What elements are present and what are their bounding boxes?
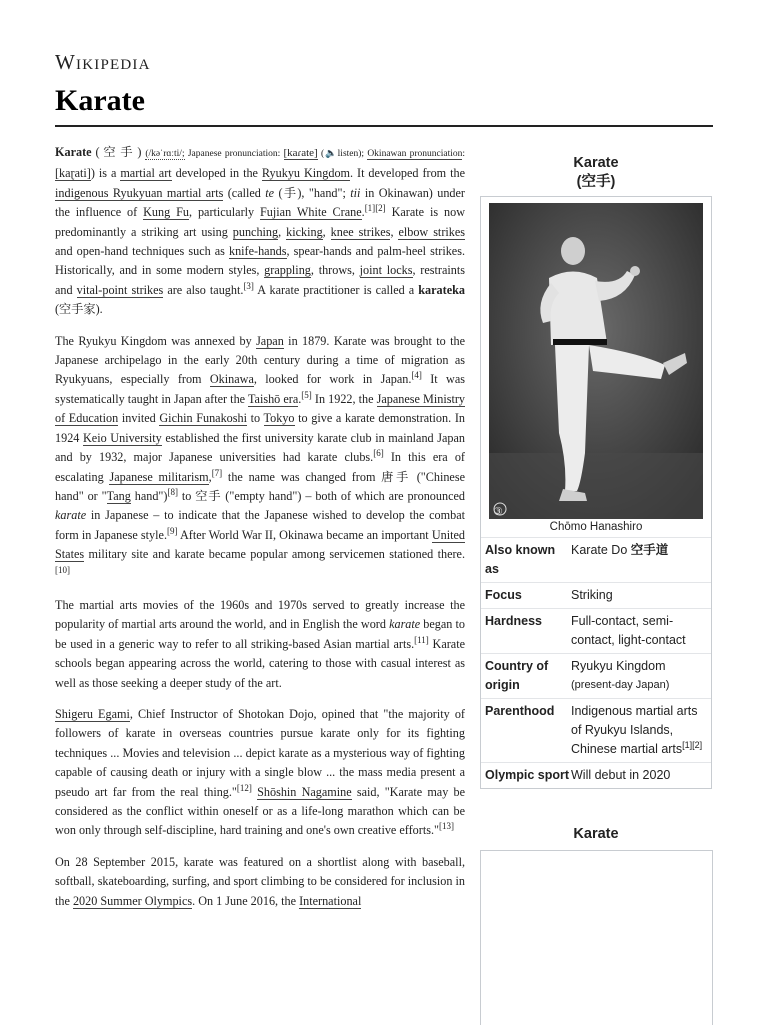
- text-span: military site and karate became popular among servicemen stationed there.: [84, 547, 465, 562]
- link-indigenous-arts[interactable]: indigenous Ryukyuan martial arts: [55, 185, 224, 200]
- ref-2[interactable]: [2]: [375, 203, 386, 214]
- text-span: said, "Karate may be considered as the conflict within oneself or as a life-long marathon which can be won only through self-discipline, hard training and one's own creative efforts.": [55, 784, 465, 838]
- row-label: Country of origin: [485, 659, 549, 692]
- text-span: In 1922, the: [311, 391, 377, 406]
- value-subtext: (present-day Japan): [571, 679, 670, 691]
- ref-10[interactable]: [10]: [55, 564, 70, 575]
- text-span: in 1879. Karate was brought to the Japanese archipelago in the early 20th century during a time of migration as Ryukyuans, especially from: [55, 333, 465, 387]
- text-span: . On 1 June 2016, the: [192, 893, 300, 908]
- wikipedia-wordmark[interactable]: Wikipedia: [55, 50, 151, 74]
- text-span: in Japanese – to indicate that the Japanese wished to develop the combat form in Japanese style.: [55, 508, 465, 542]
- ref-13[interactable]: [13]: [438, 821, 454, 832]
- paragraph-olympics: [55, 853, 465, 911]
- speaker-icon[interactable]: 🔈: [324, 149, 338, 159]
- text-span: , particularly: [188, 205, 261, 220]
- text-span: hand"): [130, 488, 168, 503]
- link-knee-strikes[interactable]: knee strikes: [330, 224, 391, 239]
- text-span: After World War II, Okinawa became an important: [177, 527, 432, 542]
- link-grappling[interactable]: grappling: [264, 263, 311, 278]
- term-karate-italic: karate: [55, 508, 87, 523]
- ref-1[interactable]: [1]: [364, 203, 376, 214]
- okinawan-ipa-link[interactable]: [kaɽati]: [55, 166, 91, 181]
- link-martial-art[interactable]: martial art: [120, 166, 172, 181]
- value-text[interactable]: Ryukyu Kingdom: [571, 659, 666, 673]
- text-span: ,: [322, 224, 331, 239]
- text-span: ,: [278, 224, 287, 239]
- text-span: , Chief Instructor of Shotokan Dojo, opined that "the majority of followers of karate in overseas countries pursue karate only for its fighting techniques ... Movies and television ... depict karate as a mysterious way of fighting capable of causing death or injury with a single blow ... the mass media present a pseudo art far from the real thing.": [55, 706, 465, 799]
- page-title: Karate: [55, 84, 145, 117]
- text-span: and open-hand techniques such as: [55, 244, 229, 259]
- text-span: , throws,: [310, 263, 360, 278]
- lead-term: Karate: [55, 145, 92, 159]
- value-cjk: 空手道: [630, 543, 669, 557]
- text-span: to give a karate demonstration. In 1924: [55, 411, 465, 445]
- infobox-title-kanji: (空手): [576, 174, 616, 190]
- link-united-states[interactable]: United States: [55, 527, 466, 562]
- jp-pron-label: Japanese pronunciation:: [187, 149, 281, 159]
- term-karateka: karateka: [418, 282, 465, 297]
- text-span: ) is a: [90, 166, 121, 181]
- link-shoshin-nagamine[interactable]: Shōshin Nagamine: [257, 784, 352, 799]
- link-tokyo[interactable]: Tokyo: [263, 411, 295, 426]
- ref-9[interactable]: [9]: [167, 525, 178, 536]
- link-japanese-militarism[interactable]: Japanese militarism: [109, 469, 209, 484]
- ref-1[interactable]: [1]: [682, 739, 693, 750]
- ref-7[interactable]: [7]: [211, 467, 223, 478]
- infobox-secondary-title: Karate: [573, 826, 619, 842]
- link-2020-summer-olympics[interactable]: 2020 Summer Olympics: [72, 893, 193, 908]
- text-span: in Okinawan) under the influence of: [55, 185, 465, 220]
- link-shigeru-egami[interactable]: Shigeru Egami: [55, 706, 130, 721]
- paragraph-history: The Ryukyu Kingdom was annexed by Japan in 1879. Karate was brought to the Japanese archipelago in the early 20th century during a time of migration as Ryukyuans, especially from Okinawa, looked for work in Japan.[4] It was systematically taught in Japan after the Taishō era.[5] In 1922, the Japanese Ministry of Education invited Gichin Funakoshi to Tokyo to give a karate demonstration. In 1924 Keio University established the first university karate club in mainland Japan and by 1932, major Japanese universities had karate clubs.[6] In this era of escalating Japanese militarism,[7] the name was changed from 唐手 ("Chinese hand" or "Tang hand")[8] to 空手 ("empty hand") – both of which are pronounced karate in Japanese – to indicate that the Japanese wished to develop the combat form in Japanese style.[9] After World War II, Okinawa became an important United States military site and karate became popular among servicemen stationed there.[10]: [55, 333, 466, 575]
- text-span: the name was changed from 唐手 ("Chinese hand" or ": [55, 469, 465, 503]
- row-label: Also known as: [485, 543, 556, 576]
- link-knife-hands[interactable]: knife-hands: [228, 244, 287, 259]
- link-kung-fu[interactable]: Kung Fu: [143, 205, 189, 220]
- ref-5[interactable]: [5]: [301, 389, 312, 400]
- text-span: are also taught.: [163, 282, 244, 297]
- row-label: Parenthood: [485, 704, 555, 718]
- paragraph-intro: Karate ( 空 手 ) (/kəˈrɑːti/; Japanese pronunciation: [kaɾate] (🔈listen); Okinawan pronunciation: [kaɽati]) is a martial art developed in the Ryukyu Kingdom. It developed from the indigenous Ryukyuan martial arts (called te (手), "hand"; tii in Okinawan) under the influence of Kung Fu, particularly Fujian White Crane.[1][2] Karate is now predominantly a striking art using punching, kicking, knee strikes, elbow strikes and open-hand techniques such as knife-hands, spear-hands and palm-heel strikes. Historically, and in some modern styles, grappling, throws, joint locks, restraints and vital-point strikes are also taught.[3] A karate practitioner is called a karateka (空手家).: [55, 145, 466, 317]
- row-value: [571, 702, 707, 759]
- infobox-row-parenthood: [481, 698, 711, 762]
- link-fujian-white-crane[interactable]: Fujian White Crane: [260, 205, 362, 220]
- text-span: (空手家).: [55, 302, 103, 317]
- karate-master-photo: [489, 203, 703, 519]
- text-span: , looked for work in Japan.: [253, 372, 412, 387]
- text-span: The martial arts movies of the 1960s and 1970s served to greatly increase the popularity of martial arts around the world, and in English the word: [55, 597, 465, 632]
- ref-11[interactable]: [11]: [414, 634, 429, 645]
- text-span: to 空手 ("empty hand") – both of which are pronounced: [177, 488, 465, 503]
- text-span: A karate practitioner is called a: [253, 282, 419, 297]
- text-span: to: [246, 411, 264, 426]
- row-label: Focus: [485, 588, 522, 602]
- row-value: Full-contact, semi-contact, light-contact: [571, 614, 686, 647]
- infobox-row-also-known: [481, 537, 711, 582]
- row-value: Will debut in 2020: [571, 768, 671, 782]
- text-span: (手), "hand";: [274, 185, 351, 200]
- link-japan[interactable]: Japan: [256, 333, 284, 348]
- link-tang[interactable]: Tang: [106, 488, 131, 503]
- infobox-row-olympic: [481, 762, 711, 788]
- text-span: (called: [223, 185, 266, 200]
- text-span: Karate schools began appearing across the world, catering to those with casual interest as well as those seeking a deeper study of the art.: [55, 636, 465, 690]
- listen-link[interactable]: listen: [337, 149, 359, 159]
- ref-2[interactable]: [2]: [692, 739, 703, 750]
- infobox-row-hardness: [481, 608, 711, 653]
- link-gichin-funakoshi[interactable]: Gichin Funakoshi: [159, 411, 247, 426]
- photo-number-mark: ③: [493, 506, 503, 518]
- text-span: ,: [390, 224, 399, 239]
- photo-caption: Chōmo Hanashiro: [549, 521, 643, 533]
- value-text: Karate Do: [571, 543, 631, 557]
- infobox-title: [480, 150, 712, 196]
- text-span: On 28 September 2015, karate was featured on a shortlist along with baseball, softball, skateboarding, surfing, and sport climbing to be considered for inclusion in the: [55, 854, 465, 908]
- ipa-english[interactable]: (/kəˈrɑːti/;: [145, 149, 185, 159]
- text-span: developed in the: [171, 166, 262, 181]
- value-text[interactable]: Indigenous martial arts of Ryukyu Islands, Chinese martial arts: [571, 704, 698, 756]
- link-kicking[interactable]: kicking: [286, 224, 323, 239]
- jp-ipa-link[interactable]: [kaɾate]: [283, 147, 318, 159]
- row-label: Hardness: [485, 614, 542, 628]
- link-ministry-education[interactable]: Japanese Ministry of Education: [55, 391, 466, 426]
- text-span: Karate is now predominantly a striking art using: [55, 205, 465, 239]
- text-span: :: [462, 149, 466, 159]
- text-span: , restraints and: [55, 263, 465, 297]
- paragraph-egami: [55, 705, 465, 841]
- ref-3[interactable]: [3]: [243, 280, 254, 291]
- text-span: , spear-hands and palm-heel strikes. Historically, and in some modern styles,: [55, 244, 465, 278]
- link-elbow-strikes[interactable]: elbow strikes: [398, 224, 466, 239]
- row-label: Olympic sport: [485, 768, 570, 782]
- link-vital-point-strikes[interactable]: vital-point strikes: [76, 282, 164, 297]
- infobox-row-focus: [481, 582, 711, 608]
- text-span: . It developed from the: [350, 166, 465, 181]
- ref-8[interactable]: [8]: [167, 486, 178, 497]
- infobox-photo[interactable]: [489, 203, 703, 519]
- link-punching[interactable]: punching: [232, 224, 279, 239]
- paragraph-movies: [55, 596, 465, 693]
- link-joint-locks[interactable]: joint locks: [359, 263, 413, 278]
- infobox-row-country: [481, 653, 711, 698]
- text-span: established the first university karate club in mainland Japan and by 1932, major Japanese universities had karate clubs.: [55, 430, 466, 465]
- okinawan-link[interactable]: Okinawan pronunciation: [367, 149, 463, 159]
- term-karate-italic: karate: [389, 617, 421, 632]
- title-divider: [55, 125, 713, 127]
- text-span: invited: [118, 411, 160, 426]
- text-span: The Ryukyu Kingdom was annexed by: [55, 333, 257, 348]
- text-span: began to be used in a generic way to refer to all striking-based Asian martial arts.: [55, 617, 465, 651]
- ref-6[interactable]: [6]: [373, 448, 384, 459]
- infobox-title-line: Karate: [573, 155, 619, 171]
- infobox: [480, 150, 712, 789]
- row-value: [571, 541, 707, 579]
- row-value: Striking: [571, 588, 613, 602]
- ref-12[interactable]: [12]: [236, 782, 252, 793]
- infobox-secondary: [480, 850, 713, 1025]
- infobox-table: [480, 196, 712, 789]
- link-ryukyu-kingdom[interactable]: Ryukyu Kingdom: [261, 166, 351, 181]
- link-okinawa[interactable]: Okinawa: [209, 372, 254, 387]
- text-span: It was systematically taught in Japan after the: [55, 372, 465, 406]
- link-taisho-era[interactable]: Taishō era: [247, 391, 299, 406]
- ref-4[interactable]: [4]: [411, 370, 422, 381]
- article-body: [55, 143, 465, 923]
- text-span: );: [358, 149, 368, 159]
- term-tii: tii: [350, 185, 361, 200]
- row-value: [571, 657, 707, 695]
- term-te: te: [265, 185, 275, 200]
- link-keio-university[interactable]: Keio University: [83, 430, 162, 445]
- text-span: In this era of escalating: [55, 450, 465, 484]
- kanji-gloss: ( 空 手 ): [91, 145, 146, 159]
- link-international[interactable]: International: [299, 893, 362, 908]
